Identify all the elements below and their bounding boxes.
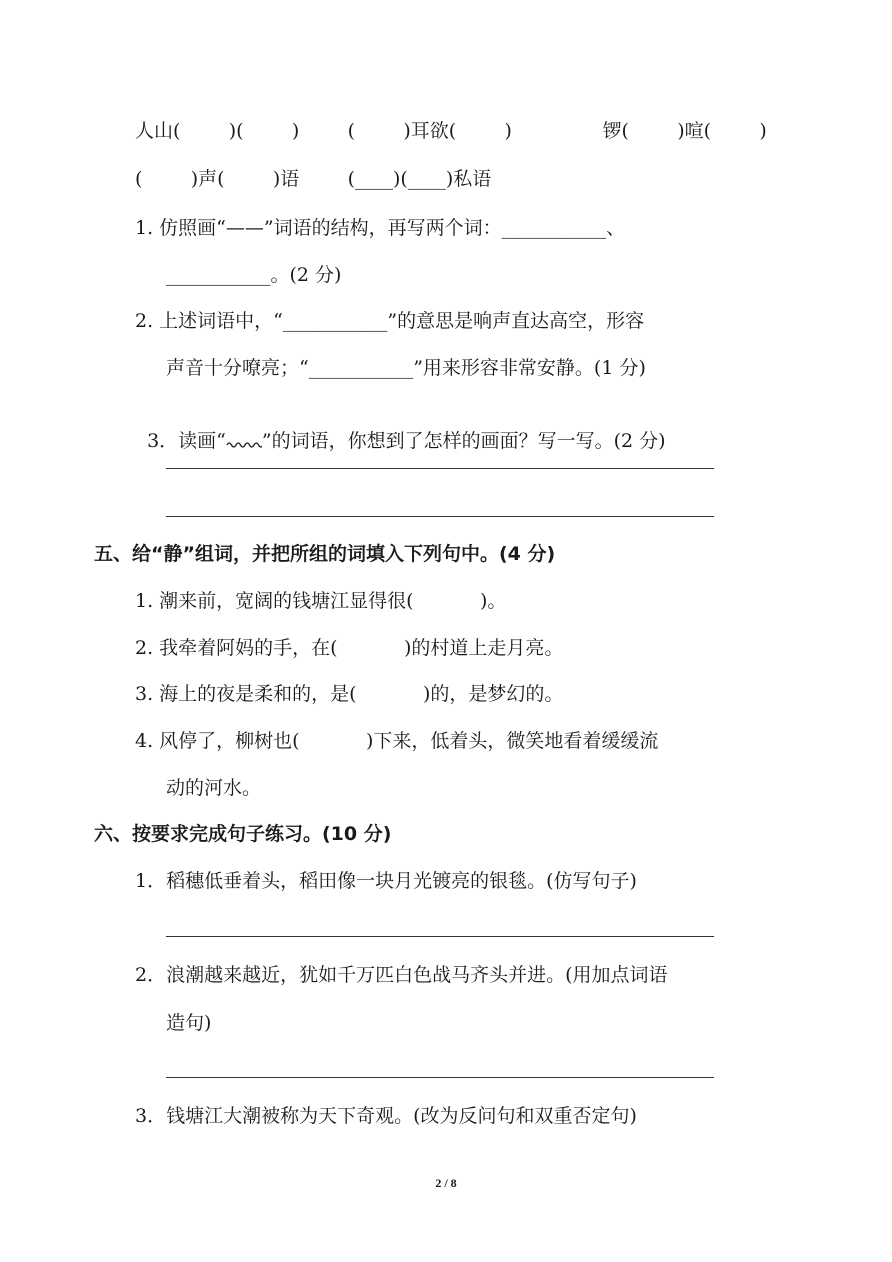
answer-line[interactable]	[166, 516, 714, 517]
section-6-q3: 3．钱塘江大潮被称为天下奇观。(改为反问句和双重否定句)	[135, 1105, 637, 1127]
wavy-underline-icon	[226, 439, 262, 449]
answer-line[interactable]	[166, 936, 714, 937]
section-6-q2-line-1: 2．浪潮越来越近，犹如千万匹白色战马齐头并进。(用加点词语	[135, 964, 668, 986]
answer-line[interactable]	[166, 468, 714, 469]
section-5-item-4: 4. 风停了，柳树也( )下来，低着头，微笑地看着缓缓流	[135, 730, 659, 752]
section-6-q1: 1．稻穗低垂着头，稻田像一块月光镀亮的银毯。(仿写句子)	[135, 870, 637, 892]
question-4-2-line-2: 声音十分嘹亮；“___________”用来形容非常安静。(1 分)	[166, 357, 646, 379]
page-number: 2 / 8	[435, 1176, 457, 1190]
question-4-1-line-2: ___________。(2 分)	[166, 264, 342, 286]
answer-line[interactable]	[166, 1077, 714, 1078]
section-6-title: 六、按要求完成句子练习。(10 分)	[94, 823, 392, 845]
word-row-2: ( )声( )语 (____)(____)私语	[135, 168, 492, 190]
question-4-2-line-1: 2. 上述词语中，“___________”的意思是响声直达高空，形容	[135, 310, 645, 332]
section-6-q2-line-2: 造句)	[166, 1012, 212, 1034]
section-5-item-4-cont: 动的河水。	[166, 777, 262, 799]
question-4-3-pre: 3．读画“	[147, 430, 226, 452]
question-4-3-post: ”的词语，你想到了怎样的画面？写一写。(2 分)	[261, 430, 666, 452]
question-4-1-line-1: 1. 仿照画“——”词语的结构，再写两个词：___________、	[135, 217, 626, 239]
question-4-3	[135, 402, 666, 454]
section-5-item-1: 1. 潮来前，宽阔的钱塘江显得很( )。	[135, 590, 507, 612]
section-5-title: 五、给“静”组词，并把所组的词填入下列句中。(4 分)	[94, 543, 556, 565]
section-5-item-2: 2. 我牵着阿妈的手，在( )的村道上走月亮。	[135, 637, 564, 659]
word-row-1: 人山( )( ) ( )耳欲( ) 锣( )喧( )	[135, 120, 767, 142]
section-5-item-3: 3. 海上的夜是柔和的，是( )的，是梦幻的。	[135, 683, 564, 705]
